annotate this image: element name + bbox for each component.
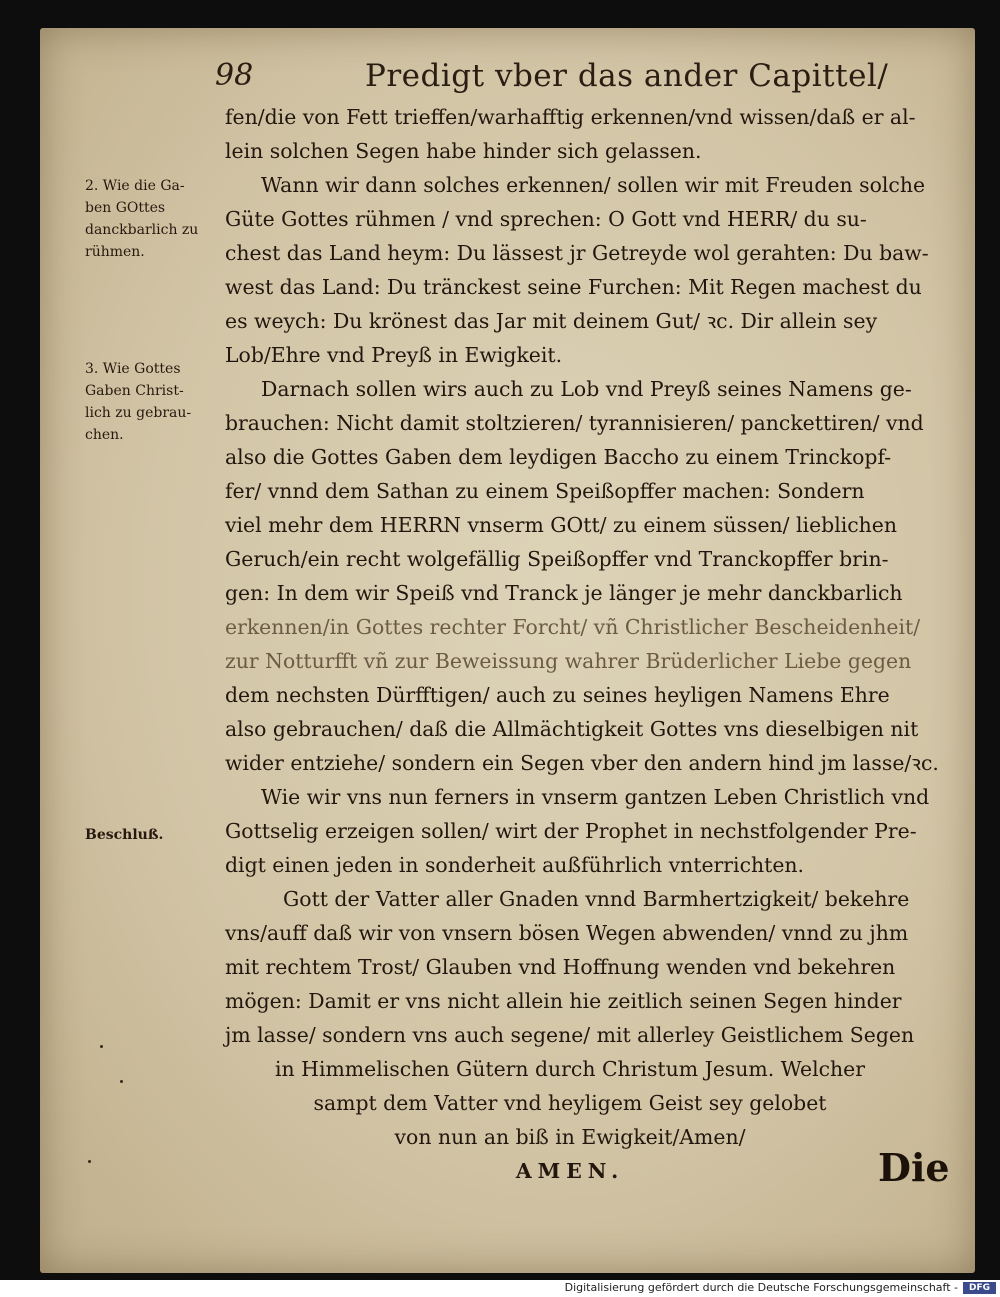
text-line: fen/die von Fett trieffen/warhafftig erkennen/vnd wissen/daß er al- — [225, 105, 916, 129]
text-line: in Himmelischen Gütern durch Christum Jesum. Welcher — [275, 1057, 865, 1081]
text-line: von nun an biß in Ewigkeit/Amen/ — [394, 1125, 746, 1149]
text-line: Lob/Ehre vnd Preyß in Ewigkeit. — [225, 343, 563, 367]
page-header — [215, 58, 935, 98]
text-line: viel mehr dem HERRN vnserm GOtt/ zu einem süssen/ lieblichen — [225, 513, 897, 537]
text-line: also gebrauchen/ daß die Allmächtigkeit Gottes vns dieselbigen nit — [225, 717, 919, 741]
text-line: Darnach sollen wirs auch zu Lob vnd Preyß seines Namens ge- — [261, 377, 912, 401]
text-line: fer/ vnnd dem Sathan zu einem Speißopffer machen: Sondern — [225, 479, 865, 503]
text-line: dem nechsten Dürfftigen/ auch zu seines heyligen Namens Ehre — [225, 683, 890, 707]
text-line: mögen: Damit er vns nicht allein hie zeitlich seinen Segen hinder — [225, 989, 902, 1013]
ink-speck — [88, 1160, 91, 1163]
text-line: Güte Gottes rühmen / vnd sprechen: O Gott vnd HERR/ du su- — [225, 207, 867, 231]
dfg-logo: DFG — [963, 1282, 996, 1294]
margin-note-line: lich zu gebrau- — [85, 405, 192, 421]
running-title: Predigt vber das ander Capittel/ — [365, 58, 889, 94]
text-line: erkennen/in Gottes rechter Forcht/ vñ Christlicher Bescheidenheit/ — [225, 615, 921, 639]
margin-note-line: danckbarlich zu — [85, 222, 199, 238]
margin-note-line: Gaben Christ- — [85, 383, 184, 399]
text-line: wider entziehe/ sondern ein Segen vber den andern hind jm lasse/ꝛc. — [225, 751, 939, 775]
text-line: gen: In dem wir Speiß vnd Tranck je länger je mehr danckbarlich — [225, 581, 903, 605]
catchword: Die — [878, 1145, 950, 1190]
margin-note-conclusion — [85, 824, 225, 846]
text-line: lein solchen Segen habe hinder sich gelassen. — [225, 139, 702, 163]
margin-note-line: rühmen. — [85, 244, 145, 260]
text-line: es weych: Du krönest das Jar mit deinem Gut/ ꝛc. Dir allein sey — [225, 309, 878, 333]
text-line: sampt dem Vatter vnd heyligem Geist sey gelobet — [313, 1091, 827, 1115]
text-line: digt einen jeden in sonderheit außführlich vnterrichten. — [225, 853, 805, 877]
page-number: 98 — [215, 58, 254, 93]
margin-note-line: Beschluß. — [85, 827, 164, 843]
text-line: Gottselig erzeigen sollen/ wirt der Prophet in nechstfolgender Pre- — [225, 819, 917, 843]
ink-speck — [120, 1080, 123, 1083]
margin-note-praise — [85, 175, 225, 263]
text-line: vns/auff daß wir von vnsern bösen Wegen abwenden/ vnnd zu jhm — [225, 921, 909, 945]
amen-line: AMEN. — [515, 1159, 625, 1183]
text-line: jm lasse/ sondern vns auch segene/ mit allerley Geistlichem Segen — [225, 1023, 915, 1047]
margin-note-use — [85, 358, 225, 446]
footer-credit: Digitalisierung gefördert durch die Deutsche Forschungsgemeinschaft - — [564, 1281, 958, 1294]
text-line: Wie wir vns nun ferners in vnserm gantzen Leben Christlich vnd — [261, 785, 930, 809]
text-line: also die Gottes Gaben dem leydigen Baccho zu einem Trinckopf- — [225, 445, 892, 469]
margin-note-line: 3. Wie Gottes — [85, 361, 181, 377]
margin-note-line: 2. Wie die Ga- — [85, 178, 185, 194]
text-line: west das Land: Du tränckest seine Furchen: Mit Regen machest du — [225, 275, 922, 299]
digitization-footer — [0, 1280, 1000, 1297]
text-line: Gott der Vatter aller Gnaden vnnd Barmhertzigkeit/ bekehre — [283, 887, 910, 911]
text-line: chest das Land heym: Du lässest jr Getreyde wol gerahten: Du baw- — [225, 241, 929, 265]
body-text — [225, 100, 940, 1188]
text-line: zur Notturfft vñ zur Beweissung wahrer Brüderlicher Liebe gegen — [225, 649, 912, 673]
text-line: Geruch/ein recht wolgefällig Speißopffer vnd Tranckopffer brin- — [225, 547, 889, 571]
margin-note-line: ben GOttes — [85, 200, 166, 216]
margin-note-line: chen. — [85, 427, 124, 443]
text-line: brauchen: Nicht damit stoltzieren/ tyrannisieren/ panckettiren/ vnd — [225, 411, 924, 435]
ink-speck — [100, 1045, 103, 1048]
text-line: mit rechtem Trost/ Glauben vnd Hoffnung wenden vnd bekehren — [225, 955, 896, 979]
text-line: Wann wir dann solches erkennen/ sollen wir mit Freuden solche — [261, 173, 926, 197]
